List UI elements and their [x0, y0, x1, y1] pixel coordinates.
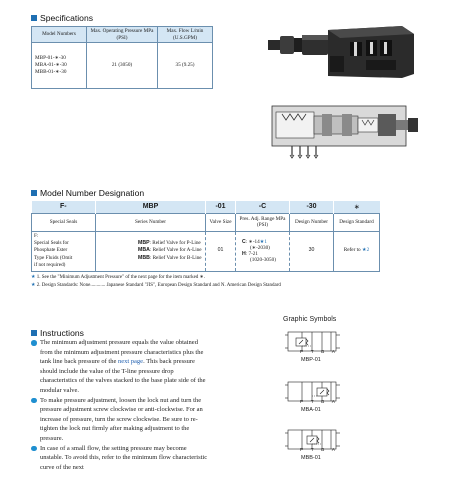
section-square-icon [31, 330, 37, 336]
spec-max-flow: 35 (9.25) [158, 43, 213, 89]
special-seals-cell: F: Special Seals for Phosphate Ester Type Fluids (Omit if not required) [32, 231, 96, 271]
symbol-label: MBP-01 [301, 357, 321, 363]
valve-cross-section [262, 100, 422, 170]
bullet-icon [31, 340, 37, 346]
series-item: MBA: Relief Valve for A-Line [138, 247, 202, 254]
instruction-item: In case of a small flow, the setting pressure may become unstable. To avoid this, refer to the minimum flow characteristic curve of the next [31, 444, 211, 473]
spec-header-pressure: Max. Operating Pressure MPa (PSI) [87, 27, 158, 43]
valve-size-cell: 01 [206, 231, 236, 271]
design-standard-cell: Refer to ★2 [334, 231, 380, 271]
section-square-icon [31, 15, 37, 21]
series-item: MBB: Relief Valve for B-Line [138, 254, 202, 261]
footnotes [31, 274, 431, 290]
model-number-table [31, 201, 380, 272]
pressure-range-cell: C: ∗-14★1 (∗-2030) H: 7-21 (1020-3050) [236, 231, 290, 271]
valve-photo [262, 16, 422, 86]
graphic-symbols-heading: Graphic Symbols [283, 316, 337, 323]
code-design-number: -30 [290, 201, 334, 213]
series-item: MBP: Relief Valve for P-Line [138, 240, 201, 247]
footnote: ★ 1. See the "Minimum Adjustment Pressure" of the next page for the item marked ∗. [31, 275, 205, 280]
spec-model: MBA-01-∗-30 [35, 62, 67, 69]
bullet-icon [31, 398, 37, 404]
symbol-mba [285, 380, 335, 426]
instructions-heading: Instructions [31, 328, 84, 338]
subheader-design-standard: Design Standard [334, 213, 380, 231]
bullet-icon [31, 446, 37, 452]
port-letters: P T B A [300, 448, 335, 453]
code-design-standard: ∗ [334, 201, 380, 213]
spec-model: MBB-01-∗-30 [35, 68, 67, 75]
subheader-design-number: Design Number [290, 213, 334, 231]
code-pressure-range: -C [236, 201, 290, 213]
spec-header-model: Model Numbers [32, 27, 87, 43]
subheader-pressure-range: Pres. Adj. Range MPa (PSI) [236, 213, 290, 231]
instruction-item: The minimum adjustment pressure equals the value obtained from the minimum adjustment pressure characteristics plus the tank line back pressure of the next page. This back pressure should include the value of the T-line pressure drop characteristics of the valves stacked to the base plate side of the modular valve. [31, 338, 211, 396]
subheader-special-seals: Special Seals [32, 213, 96, 231]
spec-models-cell [32, 43, 87, 89]
spec-model: MBP-01-∗-30 [35, 55, 66, 62]
model-number-heading: Model Number Designation [31, 188, 144, 198]
code-series: MBP [96, 201, 206, 213]
section-square-icon [31, 190, 37, 196]
symbol-mbp [285, 330, 335, 376]
subheader-series: Series Number [96, 213, 206, 231]
subheader-valve-size: Valve Size [206, 213, 236, 231]
spec-max-pressure: 21 (3050) [87, 43, 158, 89]
symbol-label: MBB-01 [301, 455, 321, 461]
code-special-seals: F- [32, 201, 96, 213]
specifications-table [31, 26, 213, 89]
port-letters: P T B A [300, 350, 335, 355]
symbol-label: MBA-01 [301, 407, 321, 413]
footnote: ★ 2. Design Standards: None............ Japanese Standard "JIS", European Design Standard and N. American Design Standard [31, 283, 281, 288]
instruction-item: To make pressure adjustment, loosen the lock nut and turn the pressure adjustment screw clockwise or anti-clockwise. For an increase of pressure, turn the screw clockwise. Be sure to re-tighten the lock nut firmly after making adjustment to the pressure. [31, 396, 211, 444]
port-letters: P T B A [300, 400, 335, 405]
code-valve-size: -01 [206, 201, 236, 213]
design-number-cell: 30 [290, 231, 334, 271]
specifications-heading: Specifications [31, 13, 93, 23]
series-cell [96, 231, 206, 271]
symbol-mbb [285, 428, 335, 474]
instructions-list [31, 338, 211, 472]
next-page-link[interactable]: next page [117, 358, 144, 366]
spec-header-flow: Max. Flow L/min (U.S.GPM) [158, 27, 213, 43]
